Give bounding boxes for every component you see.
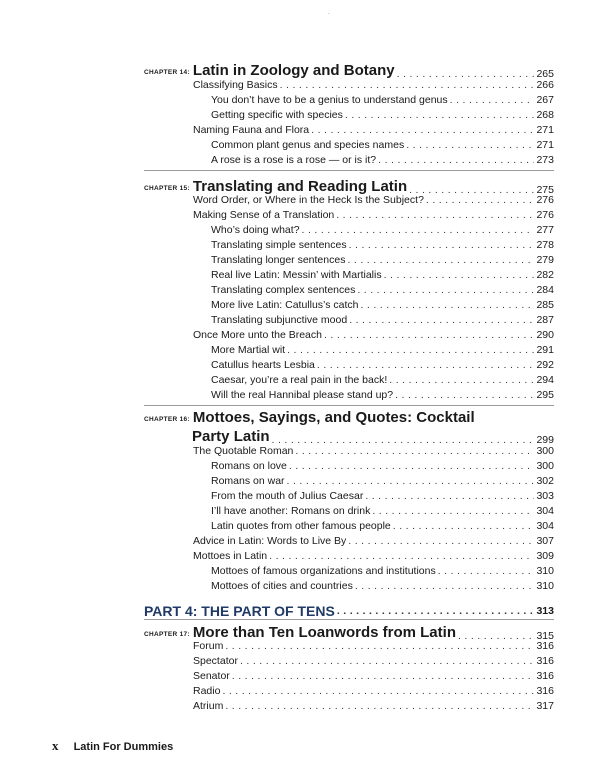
toc-entry: Will the real Hannibal please stand up? . . . 295 bbox=[144, 388, 554, 403]
chapter-title: Mottoes, Sayings, and Quotes: Cocktail bbox=[192, 409, 475, 426]
part-title: PART 4: THE PART OF TENS bbox=[144, 603, 335, 619]
toc-entry: Translating complex sentences . . . 284 bbox=[144, 283, 554, 298]
toc-entry: Word Order, or Where in the Heck Is the Subject? . . . 276 bbox=[144, 193, 554, 208]
chapter-17-heading: CHAPTER 17: More than Ten Loanwords from Latin . . . 315 bbox=[144, 620, 554, 642]
chapter-title: Latin in Zoology and Botany bbox=[192, 62, 395, 79]
toc-entry: Catullus hearts Lesbia . . . 292 bbox=[144, 358, 554, 373]
toc-entry: I’ll have another: Romans on drink . . . 304 bbox=[144, 504, 554, 519]
chapter-14-heading: CHAPTER 14: Latin in Zoology and Botany . . . 265 bbox=[144, 58, 554, 80]
toc-entry: Romans on war . . . 302 bbox=[144, 474, 554, 489]
toc-entry: Senator . . . 316 bbox=[144, 669, 554, 684]
chapter-16-heading: CHAPTER 16: Mottoes, Sayings, and Quotes: Cocktail bbox=[144, 409, 475, 426]
toc-entry: Translating longer sentences . . . 279 bbox=[144, 253, 554, 268]
toc-entry: Mottoes of cities and countries . . . 310 bbox=[144, 579, 554, 594]
toc-entry: Making Sense of a Translation . . . 276 bbox=[144, 208, 554, 223]
toc-entry: Mottoes of famous organizations and institutions . . . 310 bbox=[144, 564, 554, 579]
toc-entry: Spectator . . . 316 bbox=[144, 654, 554, 669]
part-4-heading bbox=[144, 599, 554, 621]
toc-entry: Once More unto the Breach . . . 290 bbox=[144, 328, 554, 343]
toc-entry: Latin quotes from other famous people . . . 304 bbox=[144, 519, 554, 534]
toc-entry: Translating simple sentences . . . 278 bbox=[144, 238, 554, 253]
toc-entry: More Martial wit . . . 291 bbox=[144, 343, 554, 358]
page-number: 299 bbox=[536, 434, 554, 446]
toc-entry: A rose is a rose is a rose — or is it? . . . 273 bbox=[144, 153, 554, 168]
page-footer bbox=[52, 738, 173, 754]
toc-entry: The Quotable Roman . . . 300 bbox=[144, 444, 554, 459]
section-divider bbox=[144, 170, 554, 171]
toc-entry: Getting specific with species . . . 268 bbox=[144, 108, 554, 123]
toc-entry: Radio . . . 316 bbox=[144, 684, 554, 699]
toc-entry: Naming Fauna and Flora . . . 271 bbox=[144, 123, 554, 138]
book-title: Latin For Dummies bbox=[73, 741, 174, 753]
page-number: 315 bbox=[536, 630, 554, 642]
toc-entry: Translating subjunctive mood . . . 287 bbox=[144, 313, 554, 328]
toc-entry: Caesar, you’re a real pain in the back! . . . 294 bbox=[144, 373, 554, 388]
toc-entry: Forum . . . 316 bbox=[144, 639, 554, 654]
toc-entry: You don’t have to be a genius to understand genus . . . 267 bbox=[144, 93, 554, 108]
toc-entry: Romans on love . . . 300 bbox=[144, 459, 554, 474]
toc-entry: Real live Latin: Messin’ with Martialis . . . 282 bbox=[144, 268, 554, 283]
toc-entry: Advice in Latin: Words to Live By . . . 307 bbox=[144, 534, 554, 549]
chapter-16-heading-cont bbox=[192, 424, 554, 446]
toc-entry: Who’s doing what? . . . 277 bbox=[144, 223, 554, 238]
chapter-15-heading: CHAPTER 15: Translating and Reading Latin . . . 275 bbox=[144, 174, 554, 196]
folio-numeral: x bbox=[52, 738, 59, 753]
page-mark: . bbox=[328, 10, 330, 16]
page-number: 265 bbox=[536, 68, 554, 80]
chapter-title: More than Ten Loanwords from Latin bbox=[192, 624, 456, 641]
chapter-title-continued: Party Latin bbox=[192, 428, 270, 445]
toc-entry: Common plant genus and species names . . . 271 bbox=[144, 138, 554, 153]
page-number: 313 bbox=[536, 605, 554, 617]
toc-entry: Atrium . . . 317 bbox=[144, 699, 554, 714]
toc-entry: Classifying Basics . . . 266 bbox=[144, 78, 554, 93]
page-number: 275 bbox=[536, 184, 554, 196]
toc-entry: Mottoes in Latin . . . 309 bbox=[144, 549, 554, 564]
toc-entry: From the mouth of Julius Caesar . . . 303 bbox=[144, 489, 554, 504]
chapter-title: Translating and Reading Latin bbox=[192, 178, 408, 195]
toc-entry: More live Latin: Catullus’s catch . . . 285 bbox=[144, 298, 554, 313]
